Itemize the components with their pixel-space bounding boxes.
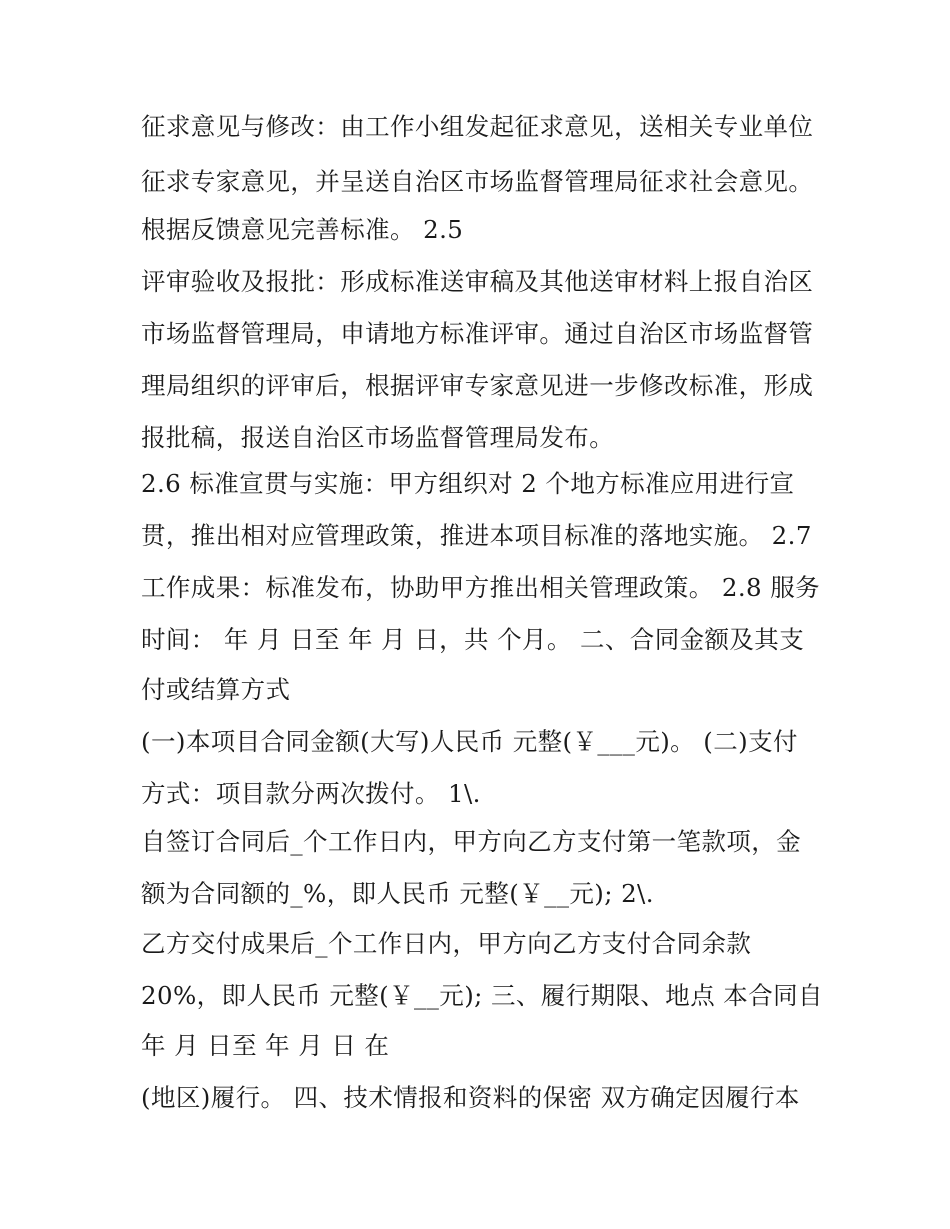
text-line: 年 月 日至 年 月 日 在: [141, 1031, 390, 1060]
text-line: (地区)履行。 四、技术情报和资料的保密 双方确定因履行本: [141, 1083, 800, 1112]
text-line: 乙方交付成果后_个工作日内，甲方向乙方支付合同余款: [141, 929, 752, 958]
text-line: 自签订合同后_个工作日内，甲方向乙方支付第一笔款项，金: [141, 827, 802, 856]
text-line: 评审验收及报批：形成标准送审稿及其他送审材料上报自治区: [141, 267, 814, 296]
text-line: 20%，即人民币 元整(￥__元); 三、履行期限、地点 本合同自: [141, 981, 823, 1010]
text-line: 付或结算方式: [141, 675, 291, 704]
text-line: 理局组织的评审后，根据评审专家意见进一步修改标准，形成: [141, 371, 814, 400]
text-line: 市场监督管理局，申请地方标准评审。通过自治区市场监督管: [141, 319, 814, 348]
text-line: 征求专家意见，并呈送自治区市场监督管理局征求社会意见。: [141, 167, 814, 196]
text-line: 时间： 年 月 日至 年 月 日，共 个月。 二、合同金额及其支: [141, 625, 805, 654]
text-line: 报批稿，报送自治区市场监督管理局发布。: [141, 423, 615, 452]
text-line: 征求意见与修改：由工作小组发起征求意见，送相关专业单位: [141, 112, 814, 141]
text-line: 额为合同额的_%，即人民币 元整(￥__元); 2\.: [141, 879, 654, 908]
text-line: 工作成果：标准发布，协助甲方推出相关管理政策。 2.8 服务: [141, 573, 821, 602]
text-line: (一)本项目合同金额(大写)人民币 元整(￥___元)。 (二)支付: [141, 727, 798, 756]
text-line: 根据反馈意见完善标准。 2.5: [141, 215, 464, 244]
text-line: 贯，推出相对应管理政策，推进本项目标准的落地实施。 2.7: [141, 521, 812, 550]
text-line: 2.6 标准宣贯与实施：甲方组织对 2 个地方标准应用进行宣: [141, 469, 795, 498]
text-line: 方式：项目款分两次拨付。 1\.: [141, 779, 481, 808]
